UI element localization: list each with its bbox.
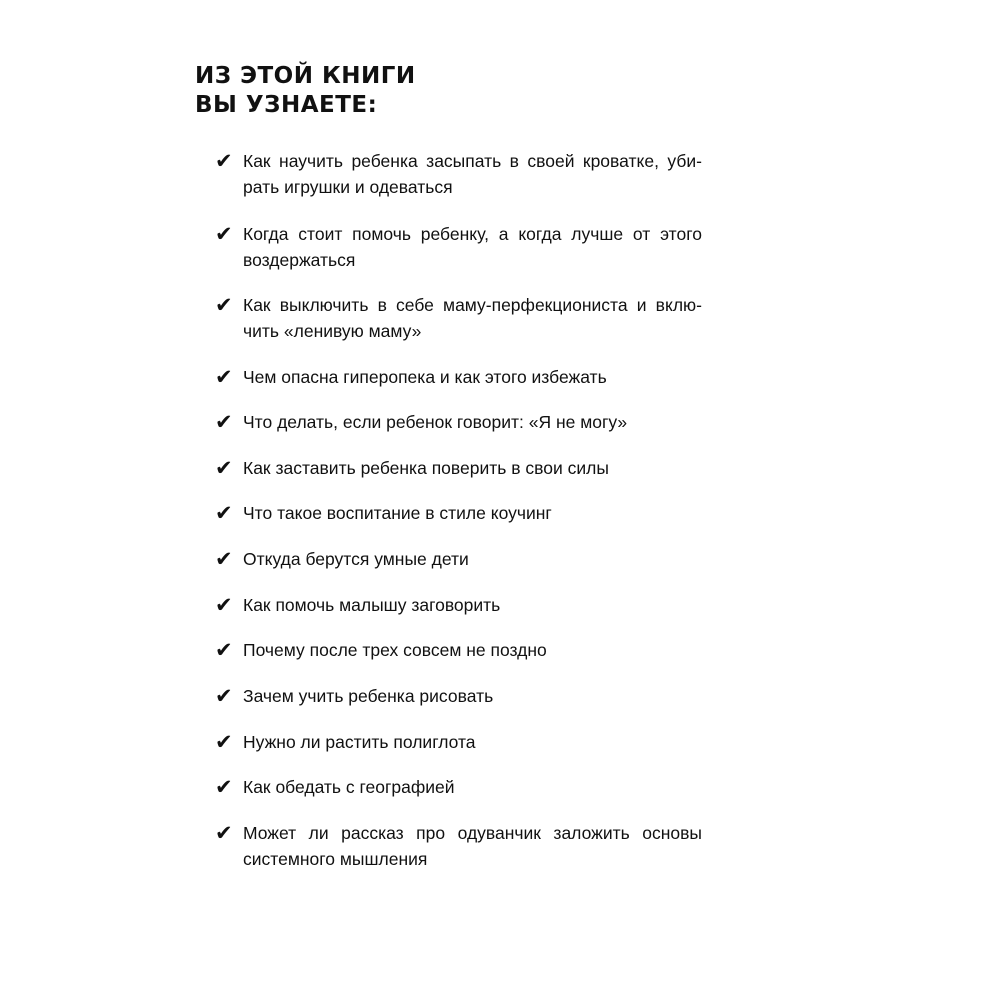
checkmark-icon: ✔	[215, 410, 233, 434]
list-item-text	[243, 409, 702, 435]
list-item-text	[243, 820, 702, 872]
heading-line-2: ВЫ УЗНАЕТЕ:	[195, 92, 378, 118]
list-item	[215, 683, 702, 709]
checkmark-icon: ✔	[215, 684, 233, 708]
list-item-line: Как обедать с географией	[243, 777, 455, 797]
list-item-line: Как научить ребенка засыпать в своей кроватке, уби-	[243, 151, 702, 171]
list-item	[215, 221, 702, 273]
list-item-text	[243, 455, 702, 481]
checkmark-icon: ✔	[215, 365, 233, 389]
checkmark-icon: ✔	[215, 593, 233, 617]
list-item	[215, 364, 702, 390]
list-item	[215, 148, 702, 200]
list-item	[215, 637, 702, 663]
list-item	[215, 455, 702, 481]
list-item-line: Чем опасна гиперопека и как этого избежать	[243, 367, 607, 387]
list-item-line: воздержаться	[243, 250, 356, 270]
list-item	[215, 592, 702, 618]
list-item-text	[243, 546, 702, 572]
checkmark-icon: ✔	[215, 547, 233, 571]
list-item-text	[243, 221, 702, 273]
page-heading	[195, 62, 416, 120]
list-item-text	[243, 364, 702, 390]
checkmark-icon: ✔	[215, 222, 233, 246]
list-item-text	[243, 637, 702, 663]
list-item-line: Как выключить в себе маму-перфекциониста и вклю-	[243, 295, 702, 315]
list-item-line: Что делать, если ребенок говорит: «Я не могу»	[243, 412, 628, 432]
list-item-line: Зачем учить ребенка рисовать	[243, 686, 494, 706]
list-item	[215, 729, 702, 755]
list-item	[215, 820, 702, 872]
checkmark-icon: ✔	[215, 293, 233, 317]
list-item-text	[243, 292, 702, 344]
list-item-line: рать игрушки и одеваться	[243, 177, 453, 197]
checkmark-icon: ✔	[215, 775, 233, 799]
list-item	[215, 546, 702, 572]
list-item-text	[243, 683, 702, 709]
list-item-line: Нужно ли растить полиглота	[243, 732, 476, 752]
list-item-line: Как помочь малышу заговорить	[243, 595, 501, 615]
list-item-line: Откуда берутся умные дети	[243, 549, 469, 569]
list-item-line: Почему после трех совсем не поздно	[243, 640, 547, 660]
heading-line-1: ИЗ ЭТОЙ КНИГИ	[195, 63, 416, 89]
list-item-line: Когда стоит помочь ребенку, а когда лучше от этого	[243, 224, 702, 244]
list-item-line: Может ли рассказ про одуванчик заложить основы	[243, 823, 702, 843]
list-item	[215, 409, 702, 435]
list-item-text	[243, 774, 702, 800]
list-item	[215, 774, 702, 800]
list-item	[215, 292, 702, 344]
list-item-text	[243, 500, 702, 526]
list-item-text	[243, 148, 702, 200]
checkmark-icon: ✔	[215, 501, 233, 525]
checkmark-icon: ✔	[215, 149, 233, 173]
list-item-line: Что такое воспитание в стиле коучинг	[243, 503, 552, 523]
list-item	[215, 500, 702, 526]
checkmark-icon: ✔	[215, 821, 233, 845]
list-item-line: Как заставить ребенка поверить в свои силы	[243, 458, 609, 478]
list-item-line: чить «ленивую маму»	[243, 321, 422, 341]
checkmark-icon: ✔	[215, 730, 233, 754]
list-item-line: системного мышления	[243, 849, 428, 869]
checkmark-icon: ✔	[215, 638, 233, 662]
list-item-text	[243, 592, 702, 618]
checkmark-icon: ✔	[215, 456, 233, 480]
list-item-text	[243, 729, 702, 755]
